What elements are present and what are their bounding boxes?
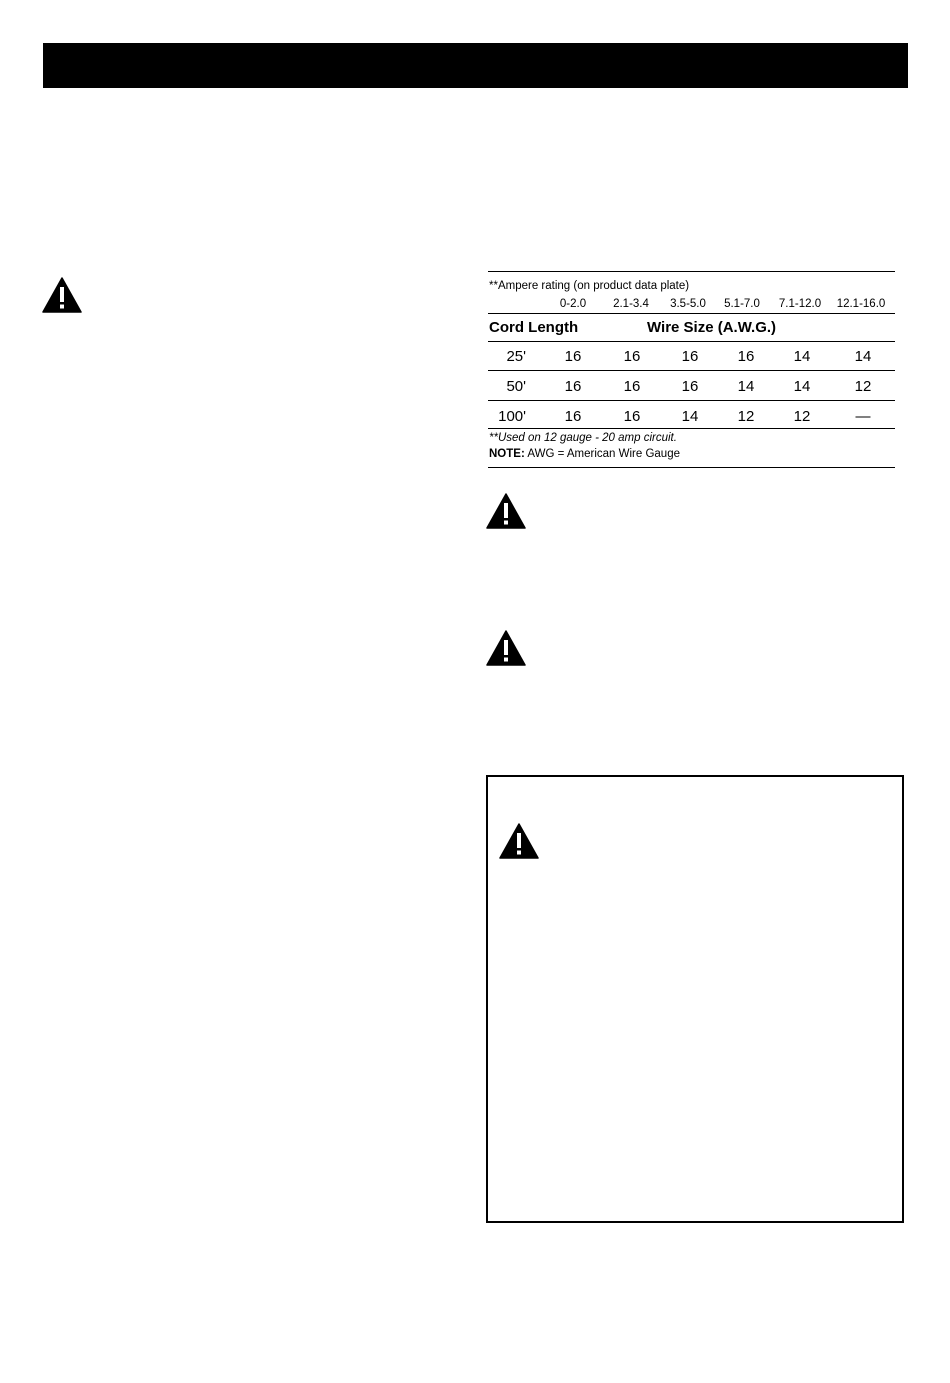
note-text: AWG = American Wire Gauge bbox=[524, 448, 680, 460]
wire-size-cell: 16 bbox=[564, 408, 582, 425]
wire-size-cell: 16 bbox=[623, 348, 641, 365]
warning-triangle-icon bbox=[486, 630, 526, 666]
warning-triangle-icon bbox=[486, 493, 526, 529]
cord-length-header: Cord Length bbox=[489, 319, 579, 336]
ampere-range: 0-2.0 bbox=[559, 298, 587, 310]
wire-size-cell: 14 bbox=[793, 348, 811, 365]
table-rule bbox=[488, 271, 895, 272]
wire-size-cell: 14 bbox=[854, 348, 872, 365]
wire-size-cell: — bbox=[855, 408, 871, 425]
wire-size-cell: 16 bbox=[623, 408, 641, 425]
wire-size-cell: 12 bbox=[737, 408, 755, 425]
wire-size-cell: 16 bbox=[564, 378, 582, 395]
note-label: NOTE: bbox=[489, 448, 525, 460]
cord-length-value: 25' bbox=[506, 348, 526, 365]
ampere-caption: **Ampere rating (on product data plate) bbox=[489, 280, 690, 292]
warning-triangle-icon bbox=[499, 823, 539, 859]
table-rule bbox=[488, 341, 895, 342]
wire-size-cell: 14 bbox=[681, 408, 699, 425]
wire-size-cell: 16 bbox=[623, 378, 641, 395]
wire-size-cell: 14 bbox=[737, 378, 755, 395]
cord-length-value: 100' bbox=[498, 408, 526, 425]
ampere-range: 7.1-12.0 bbox=[778, 298, 822, 310]
table-rule bbox=[488, 428, 895, 429]
wire-size-cell: 16 bbox=[681, 378, 699, 395]
ampere-range: 12.1-16.0 bbox=[836, 298, 886, 310]
wire-size-cell: 16 bbox=[737, 348, 755, 365]
table-rule bbox=[488, 400, 895, 401]
table-note bbox=[489, 448, 680, 460]
wire-size-header: Wire Size (A.W.G.) bbox=[647, 319, 777, 336]
header-bar bbox=[43, 43, 908, 88]
warning-box bbox=[486, 775, 904, 1223]
wire-size-cell: 16 bbox=[564, 348, 582, 365]
warning-triangle-icon bbox=[42, 277, 82, 313]
table-footnote: **Used on 12 gauge - 20 amp circuit. bbox=[489, 432, 677, 444]
wire-size-cell: 16 bbox=[681, 348, 699, 365]
table-rule bbox=[488, 370, 895, 371]
wire-size-cell: 12 bbox=[854, 378, 872, 395]
table-rule bbox=[488, 467, 895, 468]
cord-length-value: 50' bbox=[506, 378, 526, 395]
ampere-range: 2.1-3.4 bbox=[613, 298, 649, 310]
ampere-range: 5.1-7.0 bbox=[724, 298, 760, 310]
wire-size-cell: 14 bbox=[793, 378, 811, 395]
ampere-range: 3.5-5.0 bbox=[670, 298, 706, 310]
wire-size-cell: 12 bbox=[793, 408, 811, 425]
table-rule bbox=[488, 313, 895, 314]
